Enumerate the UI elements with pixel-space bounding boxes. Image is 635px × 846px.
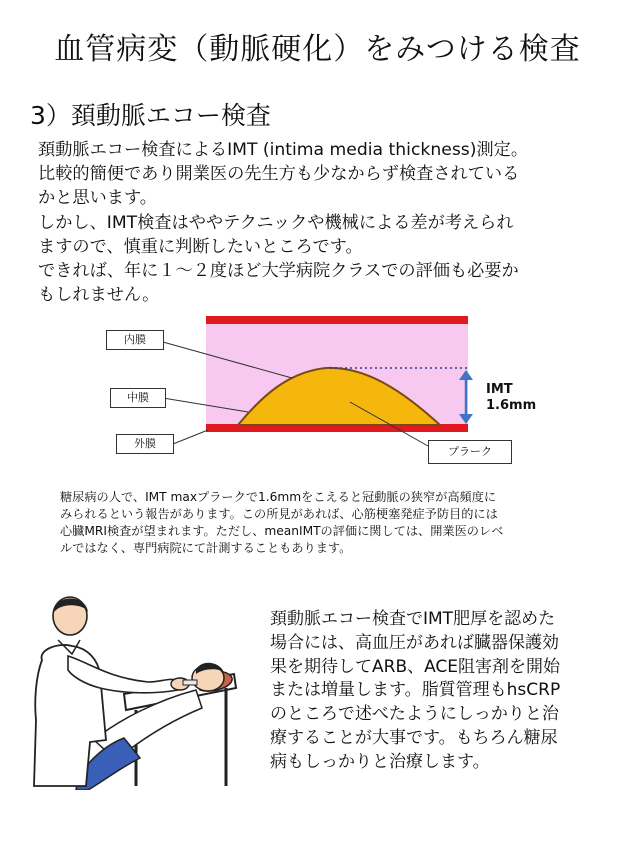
page-title: 血管病変（動脈硬化）をみつける検査 <box>54 32 581 67</box>
diabetes-note <box>60 489 590 557</box>
note-line: 糖尿病の人で、IMT maxプラークで1.6mmをこえると冠動脈の狭窄が高頻度に <box>60 490 497 504</box>
treatment-advice <box>270 608 610 775</box>
intro-line: 頚動脈エコー検査によるIMT (intima media thickness)測定。 <box>38 140 529 160</box>
imt-title: IMT <box>486 382 513 397</box>
imt-diagram <box>0 300 635 480</box>
intro-line: できれば、年に１～２度ほど大学病院クラスでの評価も必要か <box>38 261 519 282</box>
advice-line: 頚動脈エコー検査でIMT肥厚を認めた <box>270 609 556 629</box>
intima-label: 内膜 <box>106 330 164 350</box>
plaque-label: プラーク <box>428 440 512 464</box>
intro-line: かと思います。 <box>38 188 157 209</box>
imt-value: 1.6mm <box>486 398 537 413</box>
intro-line: もしれません。 <box>38 285 160 306</box>
imt-measurement-label <box>486 382 536 414</box>
advice-line: 病もしっかりと治療します。 <box>270 751 490 772</box>
advice-line: 療することが大事です。もちろん糖尿 <box>270 727 558 748</box>
section-heading: 3）頚動脈エコー検査 <box>30 101 271 130</box>
advice-line: 場合には、高血圧があれば臓器保護効 <box>270 632 559 653</box>
media-label: 中膜 <box>110 388 166 408</box>
intro-line: ますので、慎重に判断したいところです。 <box>38 236 363 257</box>
advice-line: のところで述べたようにしっかりと治 <box>270 704 559 725</box>
upper-vessel-wall <box>206 316 468 324</box>
note-line: ルではなく、専門病院にて計測することもあります。 <box>60 541 352 555</box>
note-line: 心臓MRI検査が望まれます。ただし、meanIMTの評価に関しては、開業医のレベ <box>60 524 504 538</box>
adventitia-label: 外膜 <box>116 434 174 454</box>
advice-line: 果を期待してARB、ACE阻害剤を開始 <box>270 656 561 677</box>
ultrasound-probe <box>183 680 197 685</box>
note-line: みられるという報告があります。この所見があれば、心筋梗塞発症予防目的には <box>60 507 498 521</box>
intro-line: しかし、IMT検査はややテクニックや機械による差が考えられ <box>38 212 514 233</box>
intro-paragraph <box>38 138 598 307</box>
advice-line: または増量します。脂質管理もhsCRP <box>270 680 561 701</box>
adventitia-leader-line <box>173 430 208 444</box>
ultrasound-exam-illustration <box>28 590 250 790</box>
intro-line: 比較的簡便であり開業医の先生方も少なからず検査されている <box>38 164 520 185</box>
